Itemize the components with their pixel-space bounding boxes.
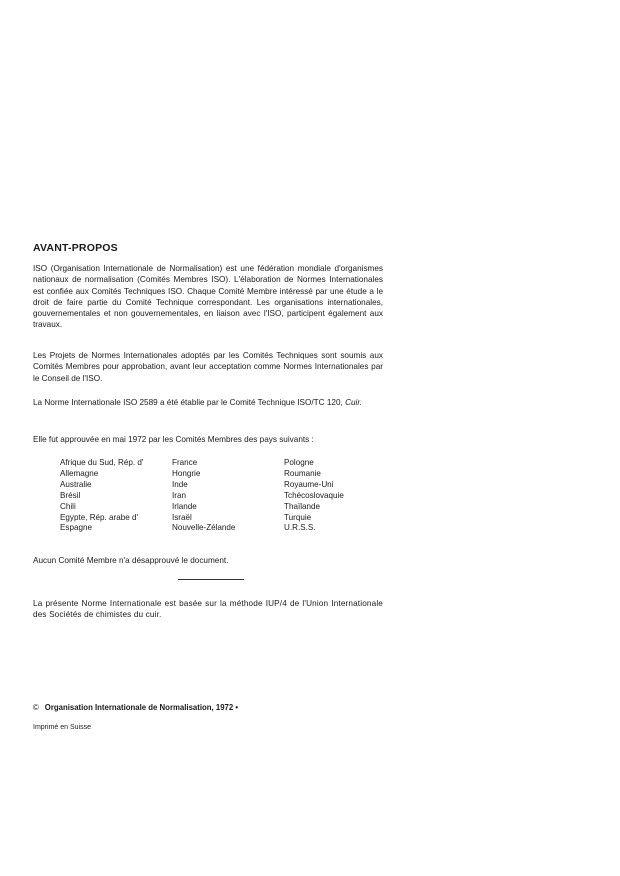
country: U.R.S.S. bbox=[284, 523, 316, 533]
intro-paragraph: ISO (Organisation Internationale de Normalisation) est une fédération mondiale d'organismes nationaux de normalisation (Comités Membres ISO). L'élaboration de Normes Internationales est confiée aux Comités Techniques ISO. Chaque Comité Membre intéressé par une étude a le droit de faire partie du Comité Technique correspondant. Les organisations internationales, gouvernementales et non gouvernementales, en liaison avec l'ISO, participent également aux travaux. bbox=[33, 264, 383, 330]
approval-paragraph: Les Projets de Normes Internationales adoptés par les Comités Techniques sont soumis aux Comités Membres pour approbation, avant leur acceptation comme Normes Internationales par le Conseil de l'ISO. bbox=[33, 351, 383, 383]
country: Iran bbox=[172, 490, 186, 500]
method-paragraph: La présente Norme Internationale est basée sur la méthode IUP/4 de l'Union Internationale des Sociétés de chimistes du cuir. bbox=[33, 599, 383, 620]
country: Australie bbox=[60, 479, 92, 489]
approved-in-paragraph: Elle fut approuvée en mai 1972 par les Comités Membres des pays suivants : bbox=[33, 435, 314, 444]
country: Roumanie bbox=[284, 468, 321, 478]
copyright-icon: © bbox=[33, 703, 39, 712]
country: Turquie bbox=[284, 512, 312, 522]
country: Afrique du Sud, Rép. d' bbox=[60, 458, 144, 467]
country: Espagne bbox=[60, 523, 92, 533]
country: Pologne bbox=[284, 458, 314, 467]
established-committee-name: Cuir. bbox=[345, 398, 363, 407]
established-paragraph bbox=[33, 397, 383, 408]
country: Nouvelle-Zélande bbox=[172, 523, 236, 533]
country: Chili bbox=[60, 501, 76, 511]
page-title: AVANT-PROPOS bbox=[33, 242, 118, 254]
no-disapproval-paragraph: Aucun Comité Membre n'a désapprouvé le document. bbox=[33, 556, 229, 565]
country: Hongrie bbox=[172, 468, 201, 478]
country: Brésil bbox=[60, 490, 81, 500]
copyright-line bbox=[33, 703, 238, 712]
member-countries-list bbox=[60, 458, 380, 534]
country: Allemagne bbox=[60, 468, 99, 478]
printed-in: Imprimé en Suisse bbox=[33, 724, 91, 731]
country: Irlande bbox=[172, 501, 197, 511]
country: Inde bbox=[172, 479, 188, 489]
country: Tchécoslovaquie bbox=[284, 490, 344, 500]
country: Thaïlande bbox=[284, 501, 320, 511]
country: Royaume-Uni bbox=[284, 479, 334, 489]
country: Israël bbox=[172, 512, 192, 522]
copyright-text: Organisation Internationale de Normalisation, 1972 • bbox=[44, 703, 239, 712]
country: Egypte, Rép. arabe d' bbox=[60, 512, 139, 522]
country: France bbox=[172, 458, 198, 467]
established-text: La Norme Internationale ISO 2589 a été établie par le Comité Technique ISO/TC 120, bbox=[33, 398, 343, 407]
section-divider bbox=[178, 579, 244, 580]
